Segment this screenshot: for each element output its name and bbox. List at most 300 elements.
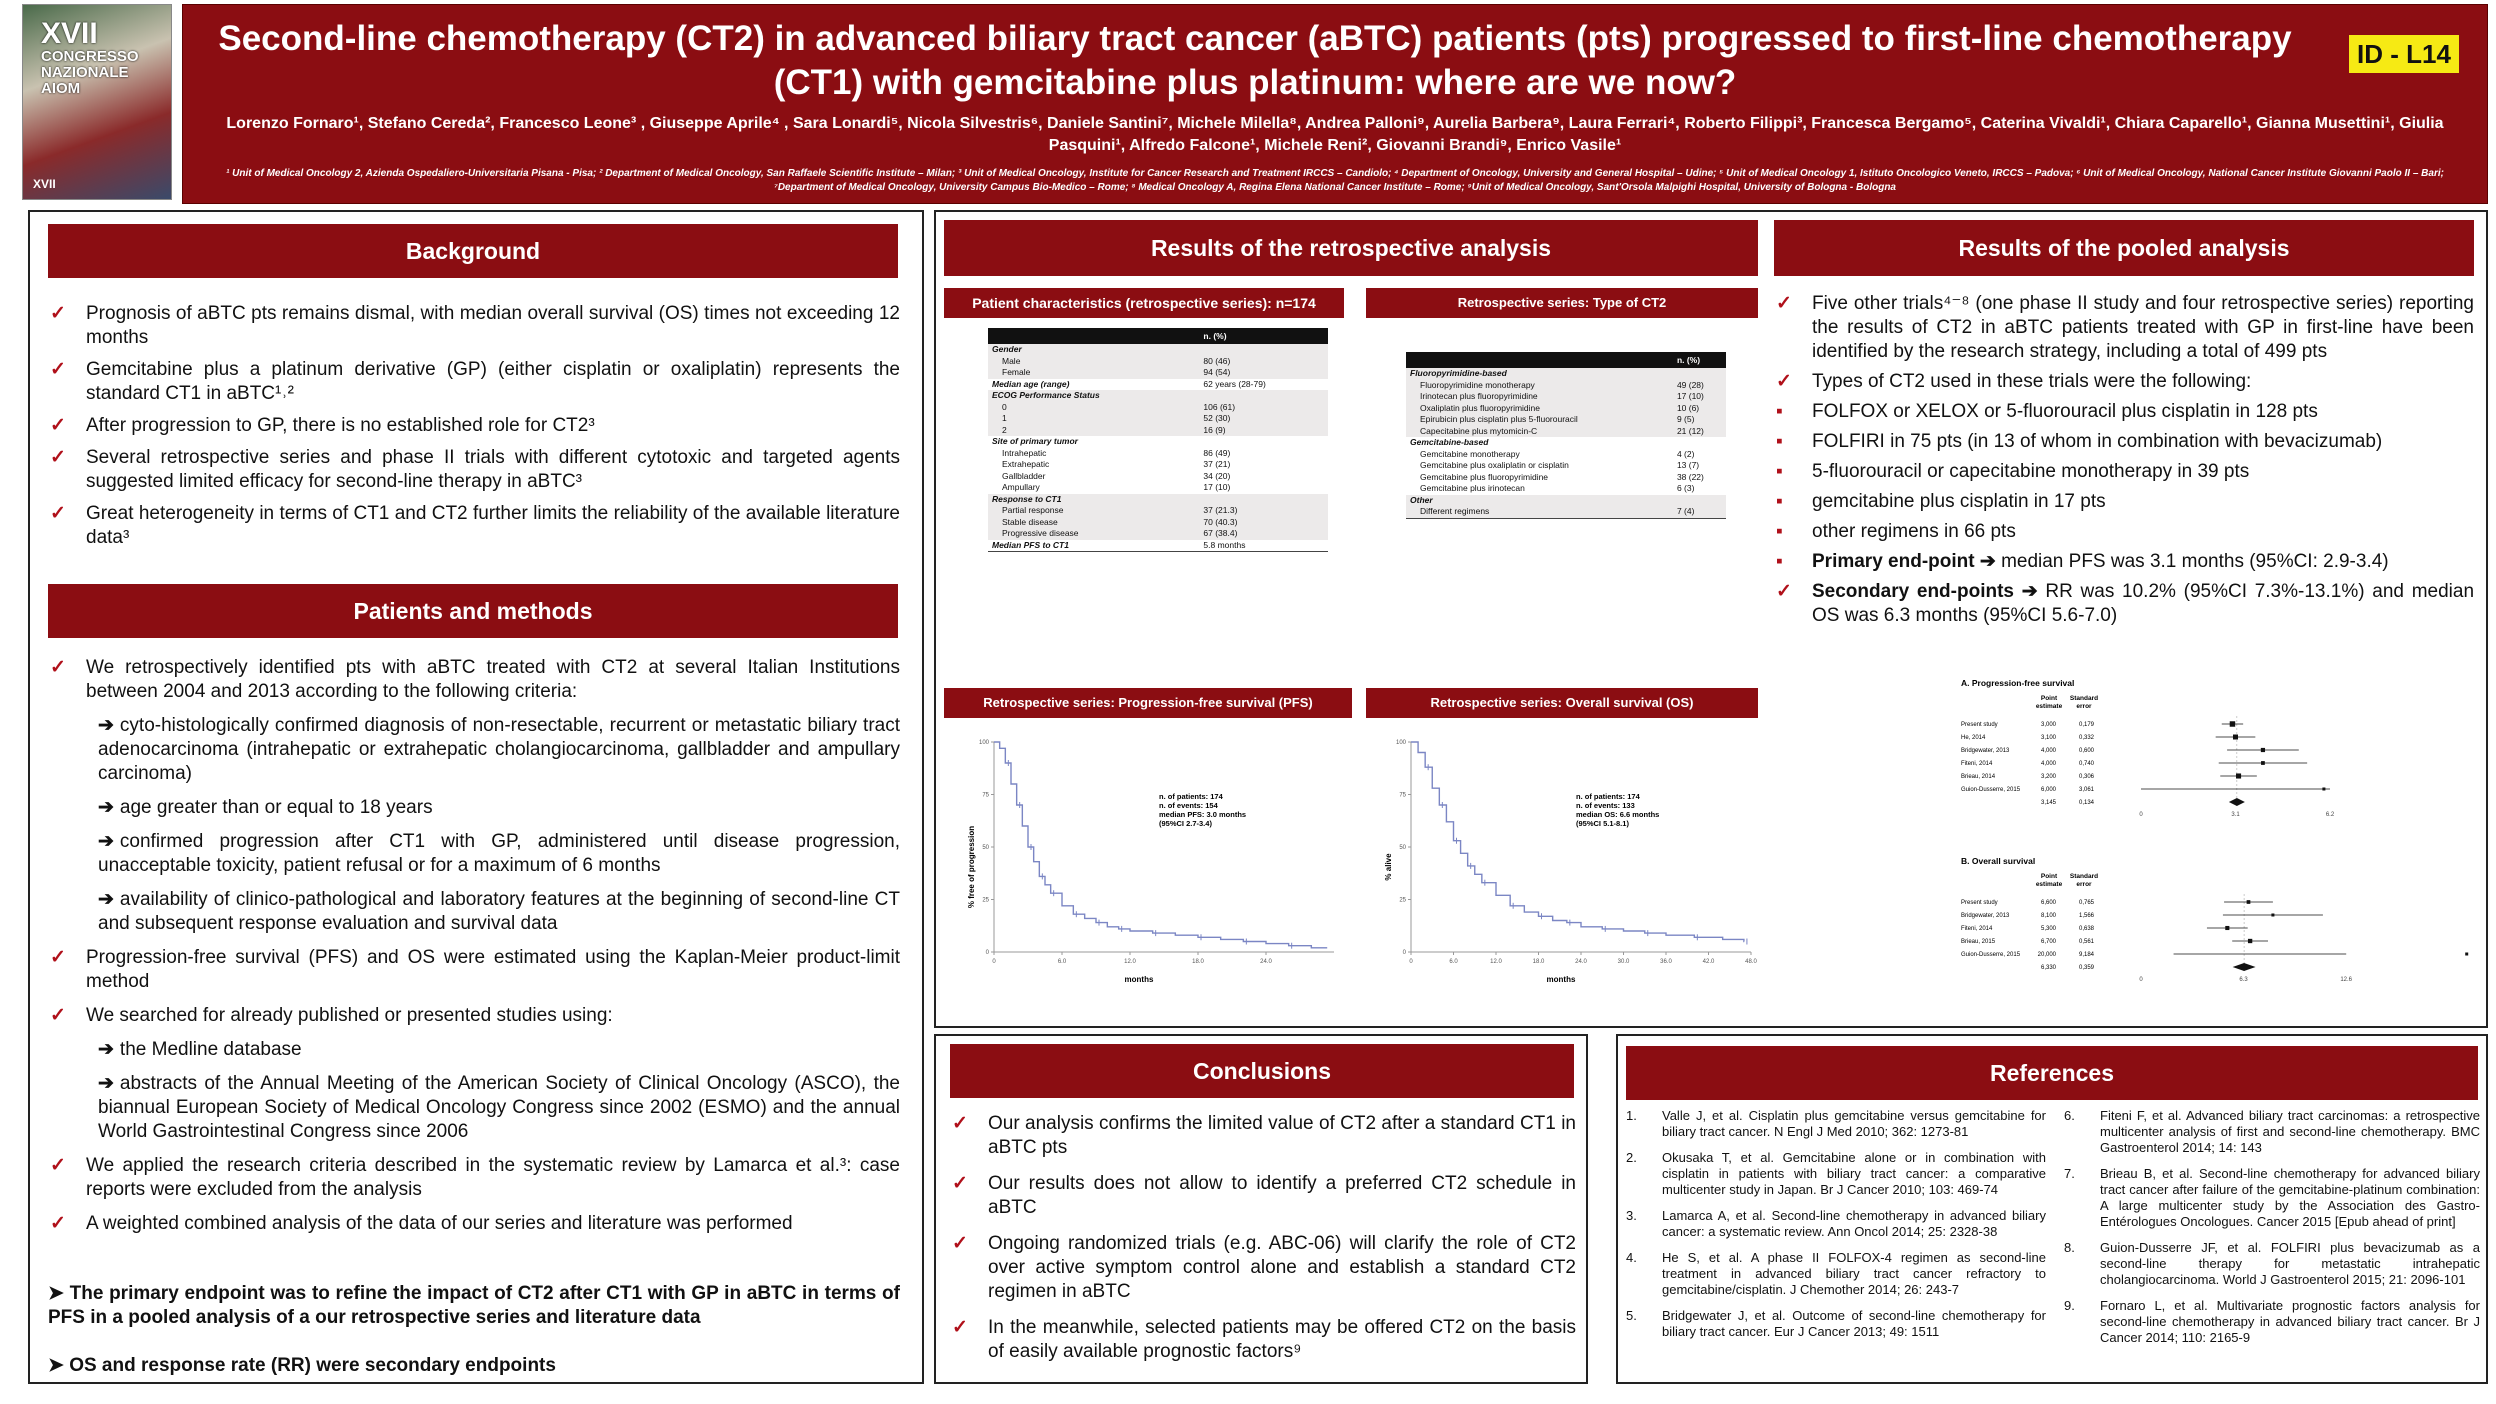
ct2-type-table <box>1406 352 1726 519</box>
table-row <box>988 494 1328 506</box>
table-cell-label: Progressive disease <box>988 528 1199 540</box>
list-item <box>48 1038 900 1062</box>
pfs-annotation <box>1159 792 1246 828</box>
table-cell-label: Intrahepatic <box>1002 447 1047 458</box>
table-row <box>988 379 1328 391</box>
table-cell-label: Stable disease <box>988 517 1199 529</box>
table-header-blank <box>988 328 1199 344</box>
list-item-text: Ongoing randomized trials (e.g. ABC-06) will clarify the role of CT2 over active symptom control alone and establish a standard CT2 regimen in aBTC <box>988 1233 1576 1302</box>
list-item <box>950 1112 1576 1160</box>
table-row <box>1406 368 1726 380</box>
table-cell-label: Response to CT1 <box>988 494 1199 506</box>
list-item <box>48 830 900 878</box>
reference-text: Brieau B, et al. Second-line chemotherapy for advanced biliary tract cancer after failure of the gemcitabine-platinum combination: A large multicenter study by the Association des Gastro-Entérologues Oncologues. Cancer 2015 [Epub ahead of print] <box>2100 1166 2480 1229</box>
table-cell-value <box>1199 494 1328 506</box>
list-item <box>48 446 900 494</box>
x-tick-label: 30.0 <box>1617 959 1630 965</box>
list-item-text: the Medline database <box>119 1039 302 1060</box>
estimate-marker <box>2225 926 2229 930</box>
conclusions-list <box>950 1112 1576 1376</box>
list-item <box>1774 490 2474 514</box>
table-row <box>988 517 1328 529</box>
poster-header <box>182 4 2488 204</box>
table-cell-value <box>1199 436 1328 448</box>
reference-text: Valle J, et al. Cisplatin plus gemcitabine versus gemcitabine for biliary tract cancer. N Engl J Med 2010; 362: 1273-81 <box>1662 1108 2046 1139</box>
table-cell-value: 67 (38.4) <box>1199 528 1328 540</box>
study-label: Brieau, 2015 <box>1961 939 1996 945</box>
table-cell-label: Ampullary <box>1002 482 1040 492</box>
pfs-km-chart <box>944 727 1354 997</box>
table-cell-label: Median age (range) <box>992 378 1070 389</box>
x-tick-label: 12.0 <box>1124 959 1136 965</box>
x-tick-label: 0 <box>1409 959 1413 965</box>
reference-number: 4. <box>1626 1250 1637 1265</box>
y-tick-label: 25 <box>982 897 989 904</box>
table-row <box>1406 403 1726 415</box>
study-label: He, 2014 <box>1961 735 1986 741</box>
km-curve <box>1411 742 1744 942</box>
list-item <box>1774 520 2474 544</box>
list-item-text: abstracts of the Annual Meeting of the American Society of Clinical Oncology (ASCO), the biannual European Society of Medical Oncology Congress since 2002 (ESMO) and the annual World Gastrointestinal Congress since 2006 <box>98 1073 900 1142</box>
error-value: 0,740 <box>2078 761 2094 767</box>
study-label: Brieau, 2014 <box>1961 774 1996 780</box>
x-tick-label: 18.0 <box>1532 959 1545 965</box>
list-item-text: 5-fluorouracil or capecitabine monotherapy in 39 pts <box>1812 461 2250 482</box>
list-item-text: age greater than or equal to 18 years <box>119 797 433 818</box>
list-item-text: We applied the research criteria described in the systematic review by Lamarca et al.³: case reports were excluded from the analysis <box>86 1155 900 1200</box>
list-item <box>1774 400 2474 424</box>
table-row <box>1406 449 1726 461</box>
forest-x-tick: 3.1 <box>2231 812 2240 818</box>
list-item-text: Secondary end-points <box>1812 581 2014 602</box>
table-cell-value <box>1199 390 1328 402</box>
study-label: Guion-Dusserre, 2015 <box>1961 952 2021 958</box>
x-tick-label: 36.0 <box>1660 959 1672 965</box>
error-column-header: Standard <box>2069 695 2099 702</box>
checkmark-icon: ✓ <box>1776 293 1792 314</box>
pooled-list <box>1774 292 2474 634</box>
reference-text: He S, et al. A phase II FOLFOX-4 regimen as second-line treatment in advanced biliary tract cancer refractory to gemcitabine/cisplatin. J Chemother 2014; 26: 243-7 <box>1662 1250 2046 1297</box>
checkmark-icon: ✓ <box>50 503 66 524</box>
table-row <box>1406 426 1726 438</box>
estimate-value: 6,000 <box>2040 787 2056 793</box>
ct2-type-heading: Retrospective series: Type of CT2 <box>1366 288 1758 318</box>
forest-x-tick: 0 <box>2139 977 2143 983</box>
y-tick-label: 100 <box>978 740 989 746</box>
pfs-y-axis-label: % free of progression <box>967 825 976 909</box>
estimate-marker <box>2271 914 2274 917</box>
author-list: Lorenzo Fornaro¹, Stefano Cereda², Francesco Leone³ , Giuseppe Aprile⁴ , Sara Lonardi⁵, Nicola Silvestris⁶, Daniele Santini⁷, Michele Milella⁸, Andrea Palloni⁹, Aurelia Barbera⁹, Laura Ferrari⁴, Roberto Filippi³, Francesca Bergamo⁵, Caterina Vivaldi¹, Chiara Caparello¹, Gianna Musettini¹, Giulia Pasquini¹, Alfredo Falcone¹, Michele Reni², Giovanni Brandi⁹, Enrico Vasile¹ <box>226 115 2444 154</box>
references-right-column <box>2064 1108 2480 1356</box>
reference-number: 7. <box>2064 1166 2075 1181</box>
logo-line4: AIOM <box>41 80 81 97</box>
table-cell-value: 94 (54) <box>1199 367 1328 379</box>
annotation-line: (95%CI 2.7-3.4) <box>1159 819 1212 828</box>
table-cell-value: 17 (10) <box>1673 391 1726 403</box>
estimate-marker <box>2465 953 2468 956</box>
error-value: 0,179 <box>2078 722 2094 728</box>
table-cell-label: Partial response <box>988 505 1199 517</box>
table-cell-label: Gemcitabine-based <box>1410 437 1489 447</box>
reference-item <box>1626 1150 2046 1198</box>
arrow-icon: ➔ <box>98 1073 114 1094</box>
checkmark-icon: ✓ <box>952 1317 968 1338</box>
estimate-marker <box>2261 761 2265 765</box>
reference-item <box>1626 1250 2046 1298</box>
list-item <box>1774 430 2474 454</box>
estimate-marker <box>2322 788 2325 791</box>
forest-plot-os <box>1956 852 2353 1022</box>
estimate-marker <box>2248 939 2252 943</box>
x-tick-label: 48.0 <box>1745 959 1757 965</box>
estimate-column-header: estimate <box>2035 881 2063 888</box>
x-tick-label: 24.0 <box>1260 959 1272 965</box>
list-item-text: other regimens in 66 pts <box>1812 521 2016 542</box>
table-cell-label: Gemcitabine monotherapy <box>1420 448 1520 459</box>
list-item-text: We retrospectively identified pts with aBTC treated with CT2 at several Italian Institutions between 2004 and 2013 according to the following criteria: <box>86 657 900 702</box>
study-label: Present study <box>1961 900 1998 906</box>
estimate-column-header: Point <box>2040 873 2058 880</box>
primary-endpoint-text: The primary endpoint was to refine the impact of CT2 after CT1 with GP in aBTC in terms of PFS in a pooled analysis of a our retrospective series and literature data <box>48 1283 900 1328</box>
square-bullet-icon: ▪ <box>1776 401 1783 422</box>
table-cell-value: 106 (61) <box>1199 402 1328 414</box>
methods-heading: Patients and methods <box>48 584 898 638</box>
table-cell-value: 7 (4) <box>1673 506 1726 518</box>
error-value: 0,332 <box>2078 735 2094 741</box>
list-item <box>48 888 900 936</box>
table-cell-value: 62 years (28-79) <box>1203 378 1266 389</box>
checkmark-icon: ✓ <box>50 947 66 968</box>
reference-text: Okusaka T, et al. Gemcitabine alone or in combination with cisplatin in patients with biliary tract cancer: a comparative multicenter study in Japan. Br J Cancer 2010; 103: 469-74 <box>1662 1150 2046 1197</box>
reference-text: Bridgewater J, et al. Outcome of second-line chemotherapy for biliary tract cancer. Eur J Cancer 2013; 49: 1511 <box>1662 1308 2046 1339</box>
x-tick-label: 24.0 <box>1575 959 1587 965</box>
poster-title: Second-line chemotherapy (CT2) in advanced biliary tract cancer (aBTC) patients (pts) progressed to first-line chemotherapy (CT1) with gemcitabine plus platinum: where are we now? <box>218 19 2292 102</box>
estimate-value: 5,300 <box>2040 926 2056 932</box>
table-cell-value: 37 (21) <box>1203 459 1231 469</box>
annotation-line: n. of patients: 174 <box>1576 792 1640 801</box>
annotation-line: n. of events: 133 <box>1576 801 1635 810</box>
estimate-marker <box>2236 773 2241 778</box>
table-cell-value <box>1673 437 1726 449</box>
patient-char-heading: Patient characteristics (retrospective series): n=174 <box>944 288 1344 318</box>
x-tick-label: 6.0 <box>1057 959 1067 965</box>
list-item-text: In the meanwhile, selected patients may be offered CT2 on the basis of easily available prognostic factors⁹ <box>988 1317 1576 1362</box>
list-item-text: FOLFIRI in 75 pts (in 13 of whom in combination with bevacizumab) <box>1812 431 2383 452</box>
list-item <box>48 946 900 994</box>
estimate-value: 20,000 <box>2037 952 2056 958</box>
list-item-text: Our analysis confirms the limited value of CT2 after a standard CT1 in aBTC pts <box>988 1113 1576 1158</box>
logo-footer: XVII <box>33 177 56 191</box>
annotation-line: median OS: 6.6 months <box>1576 810 1660 819</box>
list-item-text: availability of clinico-pathological and laboratory features at the beginning of second-line CT and subsequent response evaluation and survival data <box>98 889 900 934</box>
checkmark-icon: ✓ <box>50 1005 66 1026</box>
methods-list <box>48 656 900 1246</box>
references-left-column <box>1626 1108 2046 1350</box>
table-cell-value: 86 (49) <box>1203 447 1231 458</box>
x-tick-label: 6.0 <box>1449 959 1458 965</box>
table-cell-label: Capecitabine plus mytomicin-C <box>1406 426 1673 438</box>
table-row <box>988 344 1328 356</box>
list-item-text: Our results does not allow to identify a preferred CT2 schedule in aBTC <box>988 1173 1576 1218</box>
reference-number: 2. <box>1626 1150 1637 1165</box>
table-cell-label: Fluoropyrimidine-based <box>1406 368 1673 380</box>
checkmark-icon: ✓ <box>952 1113 968 1134</box>
secondary-endpoint-note <box>48 1354 900 1378</box>
table-cell-value: 9 (5) <box>1673 414 1726 426</box>
logo-line1: XVII <box>41 17 98 50</box>
reference-item <box>2064 1108 2480 1156</box>
table-row <box>988 413 1328 425</box>
reference-number: 6. <box>2064 1108 2075 1123</box>
arrow-icon: ➔ <box>98 889 114 910</box>
list-item <box>1774 370 2474 394</box>
reference-text: Guion-Dusserre JF, et al. FOLFIRI plus bevacizumab as a second-line therapy for metastatic intrahepatic cholangiocarcinoma. World J Gastroenterol 2015; 21: 2096-101 <box>2100 1240 2480 1287</box>
table-cell-label: Irinotecan plus fluoropyrimidine <box>1406 391 1673 403</box>
table-header-blank <box>1406 352 1673 368</box>
checkmark-icon: ✓ <box>50 359 66 380</box>
list-item-text: Several retrospective series and phase II trials with different cytotoxic and targeted agents suggested limited efficacy for second-line therapy in aBTC³ <box>86 447 900 492</box>
table-cell-label: Extrahepatic <box>1002 459 1050 469</box>
estimate-marker <box>2233 734 2238 739</box>
table-cell-value: 21 (12) <box>1673 426 1726 438</box>
annotation-line: (95%CI 5.1-8.1) <box>1576 819 1629 828</box>
congress-logo <box>22 4 172 200</box>
checkmark-icon: ✓ <box>1776 371 1792 392</box>
table-cell-label: Different regimens <box>1406 506 1673 518</box>
list-item <box>48 414 900 438</box>
study-label: Bridgewater, 2013 <box>1961 748 2010 754</box>
references-panel <box>1616 1034 2488 1384</box>
estimate-marker <box>2247 900 2251 904</box>
table-row <box>1406 391 1726 403</box>
list-item <box>48 1212 900 1236</box>
forest-x-tick: 12.6 <box>2340 977 2353 983</box>
pooled-diamond <box>2229 798 2245 806</box>
os-y-axis-label: % alive <box>1384 853 1393 881</box>
list-item <box>1774 292 2474 364</box>
arrow-icon: ➔ <box>2013 581 2046 602</box>
error-column-header: error <box>2076 703 2092 710</box>
error-value: 3,061 <box>2078 787 2094 793</box>
arrow-icon: ➔ <box>98 797 114 818</box>
table-cell-value <box>1199 344 1328 356</box>
table-cell-label: Gemcitabine plus fluoropyrimidine <box>1420 471 1549 482</box>
table-cell-label: Fluoropyrimidine monotherapy <box>1406 380 1673 392</box>
x-tick-label: 12.0 <box>1490 959 1502 965</box>
square-bullet-icon: ▪ <box>1776 521 1783 542</box>
table-cell-label: Median PFS to CT1 <box>988 540 1199 552</box>
annotation-line: n. of events: 154 <box>1159 801 1218 810</box>
study-label: Fiteni, 2014 <box>1961 761 1993 767</box>
forest-title: A. Progression-free survival <box>1961 678 2075 688</box>
table-row <box>988 425 1328 437</box>
list-item <box>48 1072 900 1144</box>
table-row <box>988 390 1328 402</box>
list-item-text: cyto-histologically confirmed diagnosis of non-resectable, recurrent or metastatic biliary tract adenocarcinoma (intrahepatic or extrahepatic cholangiocarcinoma, gallbladder and ampullary carcinoma) <box>98 715 900 784</box>
x-tick-label: 18.0 <box>1192 959 1204 965</box>
checkmark-icon: ✓ <box>50 657 66 678</box>
reference-number: 5. <box>1626 1308 1637 1323</box>
table-cell-value: 49 (28) <box>1673 380 1726 392</box>
estimate-value: 3,200 <box>2040 774 2056 780</box>
list-item <box>950 1172 1576 1220</box>
error-column-header: error <box>2076 881 2092 888</box>
checkmark-icon: ✓ <box>50 1213 66 1234</box>
list-item-text: Great heterogeneity in terms of CT1 and CT2 further limits the reliability of the available literature data³ <box>86 503 900 548</box>
table-cell-label: Other <box>1406 495 1673 507</box>
x-tick-label: 0 <box>992 959 996 965</box>
list-item <box>1774 580 2474 628</box>
list-item-text: We searched for already published or presented studies using: <box>86 1005 613 1026</box>
table-header: n. (%) <box>1673 352 1726 368</box>
retro-heading: Results of the retrospective analysis <box>944 220 1758 276</box>
os-km-chart <box>1361 727 1766 997</box>
list-item <box>48 502 900 550</box>
results-panel <box>934 210 2488 1028</box>
primary-endpoint-note <box>48 1282 900 1330</box>
reference-number: 3. <box>1626 1208 1637 1223</box>
list-item <box>48 302 900 350</box>
table-row <box>988 436 1328 448</box>
table-cell-value: 10 (6) <box>1673 403 1726 415</box>
table-cell-label: ECOG Performance Status <box>988 390 1199 402</box>
secondary-endpoint-text: OS and response rate (RR) were secondary endpoints <box>69 1355 556 1376</box>
diamond-arrow-icon: ➤ <box>48 1283 64 1304</box>
table-cell-value: 6 (3) <box>1676 483 1695 493</box>
forest-title: B. Overall survival <box>1961 856 2036 866</box>
estimate-value: 4,000 <box>2040 761 2056 767</box>
forest-plot-pfs <box>1956 674 2335 849</box>
table-cell-label: 0 <box>988 402 1199 414</box>
list-item-text: Progression-free survival (PFS) and OS were estimated using the Kaplan-Meier product-limit method <box>86 947 900 992</box>
table-cell-value: 34 (20) <box>1203 470 1231 481</box>
table-row <box>988 356 1328 368</box>
table-row <box>1406 460 1726 472</box>
list-item-text: After progression to GP, there is no established role for CT2³ <box>86 415 595 436</box>
y-tick-label: 75 <box>982 792 989 799</box>
primary-endpoint-result: median PFS was 3.1 months (95%CI: 2.9-3.4) <box>2001 551 2389 572</box>
y-tick-label: 0 <box>1402 950 1406 956</box>
list-item-text: Types of CT2 used in these trials were the following: <box>1812 371 2252 392</box>
error-value: 0,765 <box>2078 900 2094 906</box>
secondary-endpoint-result: RR was 10.2% (95%CI 7.3%-13.1%) and median OS was 6.3 months (95%CI 5.6-7.0) <box>1812 581 2475 626</box>
error-value: 0,561 <box>2078 939 2094 945</box>
table-cell-label: Site of primary tumor <box>992 436 1078 446</box>
conclusions-panel <box>934 1034 1588 1384</box>
estimate-value: 4,000 <box>2040 748 2056 754</box>
reference-item <box>1626 1208 2046 1240</box>
patient-characteristics-table <box>988 328 1328 552</box>
table-row <box>1406 414 1726 426</box>
reference-text: Fiteni F, et al. Advanced biliary tract carcinomas: a retrospective multicenter analysis of first and second-line chemotherapy. BMC Gastroenterol 2014; 14: 143 <box>2100 1108 2480 1155</box>
table-cell-value: 80 (46) <box>1199 356 1328 368</box>
checkmark-icon: ✓ <box>952 1173 968 1194</box>
list-item-text: A weighted combined analysis of the data of our series and literature was performed <box>86 1213 793 1234</box>
list-item <box>48 656 900 704</box>
error-value: 0,359 <box>2078 965 2094 971</box>
table-cell-value: 5.8 months <box>1199 540 1328 552</box>
y-tick-label: 50 <box>982 845 989 851</box>
table-row <box>988 540 1328 552</box>
annotation-line: median PFS: 3.0 months <box>1159 810 1247 819</box>
reference-item <box>2064 1166 2480 1230</box>
checkmark-icon: ✓ <box>1776 581 1792 602</box>
arrow-icon: ➔ <box>98 715 114 736</box>
square-bullet-icon: ▪ <box>1776 431 1783 452</box>
checkmark-icon: ✓ <box>952 1233 968 1254</box>
table-cell-value <box>1673 495 1726 507</box>
list-item <box>48 358 900 406</box>
estimate-value: 6,330 <box>2040 965 2056 971</box>
background-list <box>48 302 900 558</box>
reference-number: 9. <box>2064 1298 2075 1313</box>
table-header: n. (%) <box>1199 328 1328 344</box>
table-cell-value: 37 (21.3) <box>1199 505 1328 517</box>
logo-line2: CONGRESSO <box>41 48 139 65</box>
table-cell-label: Epirubicin plus cisplatin plus 5-fluorouracil <box>1406 414 1673 426</box>
error-value: 1,566 <box>2078 913 2094 919</box>
table-cell-value <box>1673 368 1726 380</box>
x-tick-label: 42.0 <box>1702 959 1715 965</box>
affiliations: ¹ Unit of Medical Oncology 2, Azienda Ospedaliero-Universitaria Pisana - Pisa; ² Department of Medical Oncology, San Raffaele Scientific Institute – Milan; ³ Unit of Medical Oncology, Institute for Cancer Research and Treatment IRCCS – Candiolo; ⁴ Department of Oncology, University and General Hospital – Udine; ⁵ Unit of Medical Oncology 1, Istituto Oncologico Veneto, IRCCS – Padova; ⁶ Unit of Medical Oncology, National Cancer Institute Giovanni Paolo II – Bari; ⁷Department of Medical Oncology, University Campus Bio-Medico – Rome; ⁸ Medical Oncology A, Regina Elena National Cancer Institute – Rome; ⁹Unit of Medical Oncology, Sant'Orsola Malpighi Hospital, University of Bologna - Bologna <box>226 168 2444 193</box>
table-cell-label: Gemcitabine plus irinotecan <box>1420 483 1525 493</box>
table-row <box>988 448 1328 460</box>
estimate-value: 3,145 <box>2040 800 2056 806</box>
table-cell-label: Gemcitabine plus oxaliplatin or cisplatin <box>1420 460 1569 470</box>
error-value: 0,600 <box>2078 748 2094 754</box>
reference-text: Fornaro L, et al. Multivariate prognostic factors analysis for second-line chemotherapy in advanced biliary tract cancer. Br J Cancer 2014; 110: 2165-9 <box>2100 1298 2480 1345</box>
list-item <box>48 1004 900 1028</box>
checkmark-icon: ✓ <box>50 303 66 324</box>
checkmark-icon: ✓ <box>50 1155 66 1176</box>
table-cell-value: 17 (10) <box>1203 482 1231 492</box>
os-heading: Retrospective series: Overall survival (OS) <box>1366 688 1758 718</box>
list-item <box>48 1154 900 1202</box>
conclusions-heading: Conclusions <box>950 1044 1574 1098</box>
study-label: Fiteni, 2014 <box>1961 926 1993 932</box>
forest-x-tick: 6.3 <box>2239 977 2248 983</box>
table-row <box>988 482 1328 494</box>
table-cell-value: 4 (2) <box>1676 448 1695 459</box>
table-row <box>988 367 1328 379</box>
id-badge: ID - L14 <box>2349 35 2459 73</box>
reference-item <box>2064 1298 2480 1346</box>
forest-x-tick: 6.2 <box>2325 812 2335 818</box>
list-item <box>48 714 900 786</box>
os-x-axis-label: months <box>1546 975 1576 984</box>
list-item-text: Gemcitabine plus a platinum derivative (GP) (either cisplatin or oxaliplatin) represents the standard CT1 in aBTC¹˒² <box>86 359 900 404</box>
table-cell-value: 38 (22) <box>1676 471 1704 482</box>
square-bullet-icon: ▪ <box>1776 461 1783 482</box>
estimate-column-header: estimate <box>2035 703 2063 710</box>
table-cell-value: 52 (30) <box>1199 413 1328 425</box>
table-row <box>988 459 1328 471</box>
references-heading: References <box>1626 1046 2478 1100</box>
reference-text: Lamarca A, et al. Second-line chemotherapy in advanced biliary cancer: a systematic review. Ann Oncol 2014; 25: 2328-38 <box>1662 1208 2046 1239</box>
table-cell-label: Female <box>988 367 1199 379</box>
error-value: 0,134 <box>2078 800 2094 806</box>
table-row <box>988 528 1328 540</box>
table-cell-label: Male <box>988 356 1199 368</box>
table-cell-label: 1 <box>988 413 1199 425</box>
square-bullet-icon: ▪ <box>1776 551 1783 572</box>
list-item <box>48 796 900 820</box>
os-annotation <box>1576 792 1659 828</box>
estimate-value: 6,700 <box>2040 939 2056 945</box>
arrow-icon: ➔ <box>98 1039 114 1060</box>
reference-item <box>2064 1240 2480 1288</box>
list-item-text: Prognosis of aBTC pts remains dismal, with median overall survival (OS) times not exceeding 12 months <box>86 303 900 348</box>
